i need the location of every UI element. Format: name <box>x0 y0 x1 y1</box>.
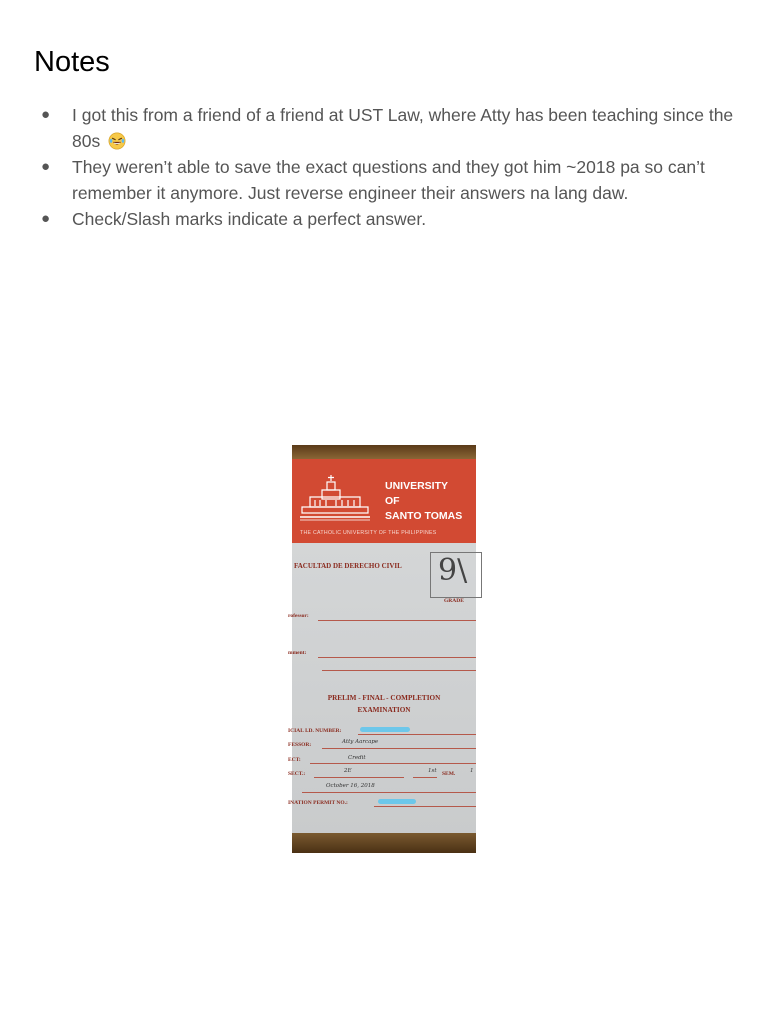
date-rule <box>302 792 476 793</box>
note-text: They weren’t able to save the exact questions and they got him ~2018 pa so can’t remember it anymore. Just reverse engineer their answers na lang daw. <box>72 157 705 203</box>
subject-label: ECT: <box>288 757 301 763</box>
sect-label: SECT.: <box>288 771 306 777</box>
prof-handwriting: Atty Aarcape <box>342 739 379 745</box>
prof-label: FESSOR: <box>288 742 312 748</box>
comment-label: mment: <box>288 650 307 656</box>
grade-label: GRADE <box>444 598 464 604</box>
bullet-icon: ● <box>41 106 51 123</box>
university-banner <box>292 459 476 543</box>
bullet-icon: ● <box>41 210 51 227</box>
ust-building-crest-icon <box>298 473 372 523</box>
bullet-icon: ● <box>41 158 51 175</box>
list-item <box>0 206 740 232</box>
redaction-mark <box>360 727 410 732</box>
date-handwriting: October 16, 2018 <box>326 783 375 789</box>
university-motto: THE CATHOLIC UNIVERSITY OF THE PHILIPPINES <box>300 530 437 536</box>
wood-table-bottom <box>292 833 476 853</box>
sem-handwriting: 1st <box>428 768 437 774</box>
sect-handwriting: 2E <box>344 768 352 774</box>
id-number-rule <box>358 734 476 735</box>
sem-rule <box>413 777 437 778</box>
redaction-mark <box>378 799 416 804</box>
comment-rule-2 <box>322 670 476 671</box>
sem-tail-handwriting: 1 <box>470 768 474 774</box>
wood-table-top <box>292 445 476 459</box>
faculty-name: FACULTAD DE DERECHO CIVIL <box>294 562 402 570</box>
comment-rule-1 <box>318 657 476 658</box>
list-item <box>0 154 740 206</box>
subject-rule <box>310 763 476 764</box>
permit-label: INATION PERMIT NO.: <box>288 800 348 806</box>
professor-label: rofessor: <box>288 613 309 619</box>
id-number-label: ICIAL I.D. NUMBER: <box>288 728 342 734</box>
subject-handwriting: Credit <box>348 755 366 761</box>
sect-rule <box>314 777 404 778</box>
permit-rule <box>374 806 476 807</box>
laughing-tears-emoji-icon <box>108 132 126 150</box>
page-title: Notes <box>34 46 110 78</box>
booklet-cover <box>288 459 476 834</box>
exam-title: PRELIM - FINAL - COMPLETION EXAMINATION <box>327 694 441 714</box>
exam-booklet-photo <box>288 445 476 853</box>
note-text: Check/Slash marks indicate a perfect answer. <box>72 209 427 229</box>
professor-rule <box>318 620 476 621</box>
grade-handwriting: 9\ <box>438 553 468 588</box>
list-item <box>0 102 740 154</box>
prof-rule <box>322 748 476 749</box>
note-text: I got this from a friend of a friend at UST Law, where Atty has been teaching since the 80s <box>72 105 734 151</box>
university-name: UNIVERSITY OF SANTO TOMAS <box>385 480 463 522</box>
notes-list <box>0 102 740 232</box>
sem-label: SEM. <box>442 771 456 777</box>
